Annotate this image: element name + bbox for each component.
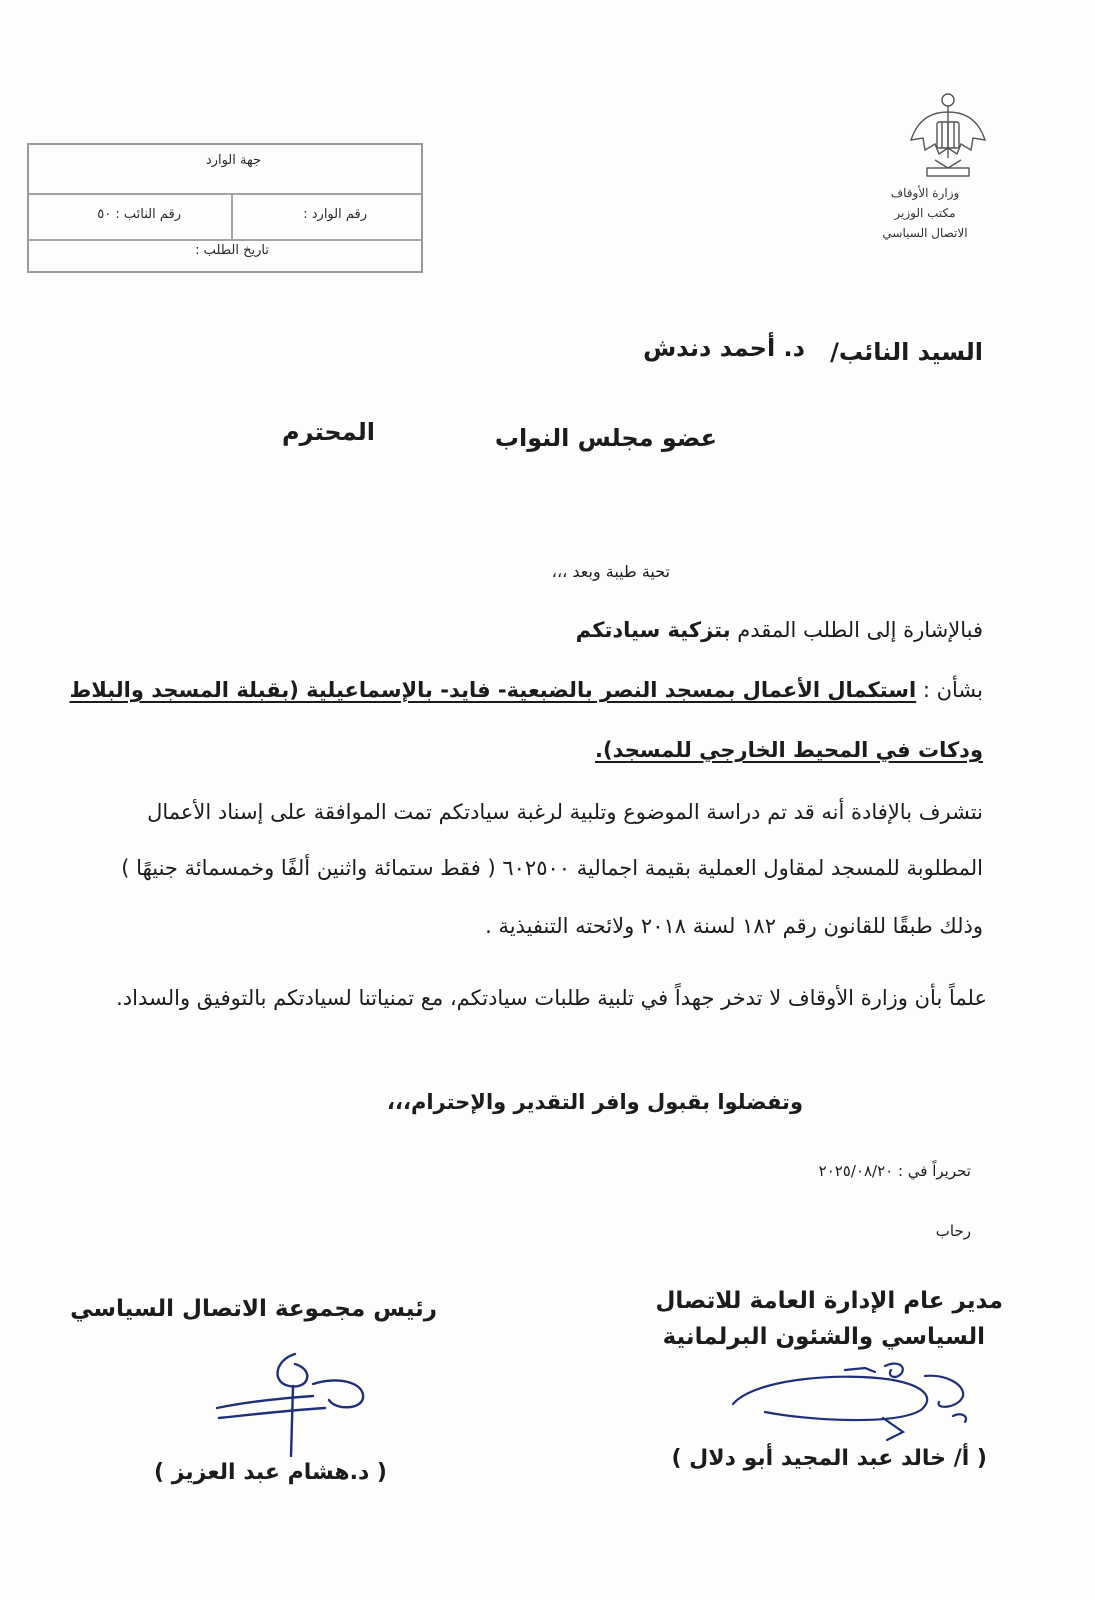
- date-line: تحريراً في : ٢٠٢٥/٠٨/٢٠: [818, 1162, 971, 1180]
- deputy-number-label: رقم النائب : ٥٠: [97, 207, 181, 222]
- request-date-label: تاريخ الطلب :: [195, 243, 269, 258]
- letterhead-office: مكتب الوزير: [894, 206, 956, 220]
- reference-prefix: فبالإشارة إلى الطلب المقدم: [737, 618, 983, 642]
- signatory-right-name: ( أ/ خالد عبد المجيد أبو دلال ): [671, 1446, 987, 1471]
- addressee-name: د. أحمد دندش: [643, 334, 805, 362]
- body-line-1: نتشرف بالإفادة أنه قد تم دراسة الموضوع وتلبية لرغبة سيادتكم تمت الموافقة على إسناد الأعمال: [147, 800, 983, 824]
- subject-line-1: [69, 678, 983, 702]
- eagle-emblem-icon: [905, 88, 991, 184]
- addressee-title: السيد النائب/: [830, 338, 983, 366]
- letterhead-unit: الاتصال السياسي: [882, 226, 968, 240]
- greeting: تحية طيبة وبعد ،،،: [551, 562, 670, 581]
- body-line-2: المطلوبة للمسجد لمقاول العملية بقيمة اجمالية ٦٠٢٥٠٠ ( فقط ستمائة واثنين ألفًا وخمسمائة جنيهًا ): [121, 856, 983, 880]
- letterhead-ministry: وزارة الأوقاف: [890, 186, 960, 200]
- closing-line: وتفضلوا بقبول وافر التقدير والإحترام،،،: [387, 1090, 803, 1114]
- signatory-right-title-1: مدير عام الإدارة العامة للاتصال: [655, 1288, 1003, 1314]
- subject-text-1: استكمال الأعمال بمسجد النصر بالضبعية- فايد- بالإسماعيلية (بقبلة المسجد والبلاط: [69, 678, 917, 702]
- inbound-number-label: رقم الوارد :: [303, 207, 367, 222]
- body-line-4: علماً بأن وزارة الأوقاف لا تدخر جهداً في تلبية طلبات سيادتكم، مع تمنياتنا لسيادتكم بالتوفيق والسداد.: [116, 986, 987, 1010]
- addressee-honorific: المحترم: [282, 418, 375, 446]
- subject-text-2: ودكات في المحيط الخارجي للمسجد).: [595, 738, 983, 762]
- body-line-3: وذلك طبقًا للقانون رقم ١٨٢ لسنة ٢٠١٨ ولائحته التنفيذية .: [485, 914, 983, 938]
- signature-left-icon: [205, 1348, 385, 1458]
- signatory-right-title-2: السياسي والشئون البرلمانية: [662, 1324, 985, 1350]
- addressee-position: عضو مجلس النواب: [494, 424, 717, 452]
- inbound-registration-box: [27, 143, 423, 273]
- initials: رحاب: [935, 1222, 971, 1240]
- signature-right-icon: [725, 1356, 1000, 1446]
- sender-label: جهة الوارد: [205, 153, 261, 168]
- signatory-left-name: ( د.هشام عبد العزيز ): [154, 1460, 387, 1485]
- reference-line: [576, 618, 983, 642]
- inbox-column-divider: [231, 193, 233, 239]
- subject-label: بشأن :: [922, 678, 983, 702]
- reference-bold: بتزكية سيادتكم: [575, 618, 731, 642]
- signatory-left-title: رئيس مجموعة الاتصال السياسي: [70, 1296, 437, 1322]
